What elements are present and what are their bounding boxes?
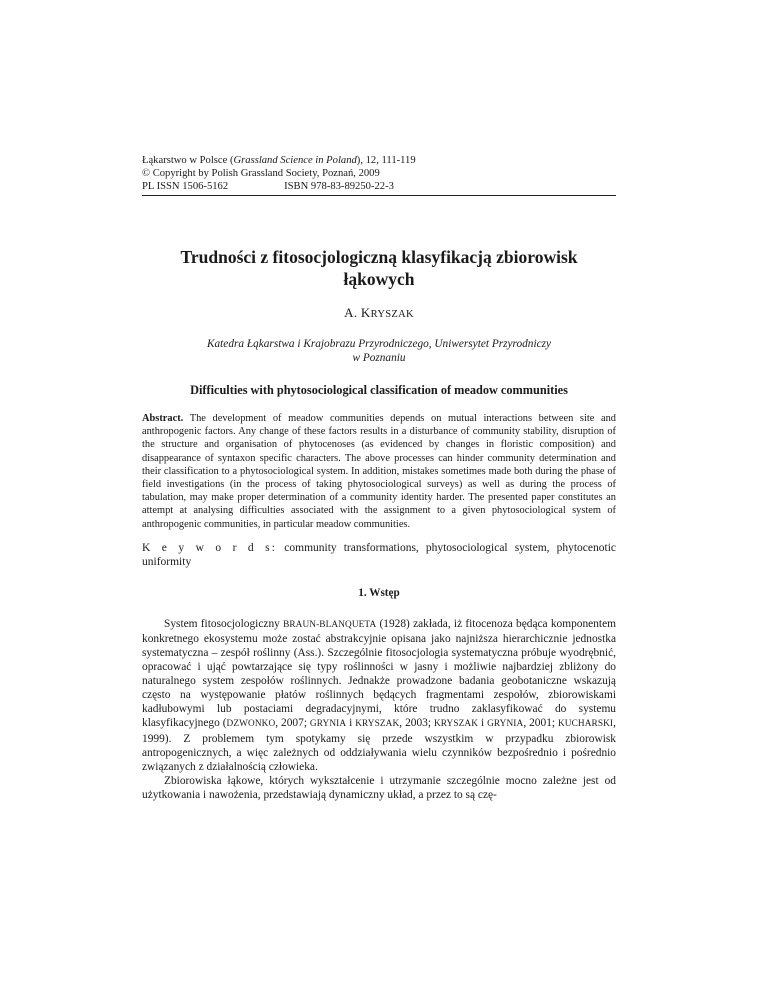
citation-author: BRAUN-BLANQUETA [283,619,377,630]
issn: PL ISSN 1506-5162 [142,181,229,192]
copyright-line: © Copyright by Polish Grassland Society, Poznań, 2009 [142,168,380,179]
header-rule [142,195,616,196]
article-title: Trudności z fitosocjologiczną klasyfikacją zbiorowisk łąkowych [180,247,578,289]
keywords-text: community transformations, phytosociological system, phytocenotic uniformity [142,541,616,568]
abstract-label: Abstract. [142,413,184,424]
citation-author: KRYSZAK [433,719,479,730]
article-page [142,154,616,802]
citation-author: DZWONKO [226,719,276,730]
journal-name-english: Grassland Science in Poland [233,155,357,166]
english-title: Difficulties with phytosociological classification of meadow communities [190,383,568,397]
keywords-label: K e y w o r d s: [142,541,278,554]
issn-isbn-row [142,180,616,193]
citation-author: KUCHARSKI [557,719,614,730]
keywords [142,541,616,569]
isbn: ISBN 978-83-89250-22-3 [284,181,394,192]
paragraph-1: System fitosocjologiczny BRAUN-BLANQUETA (1928) zakłada, iż fitocenoza będąca komponentem konkretnego ekosystemu może zostać abstrakcyjnie opisana jako najniższa hierarchicznie jednostka systematyczna – zespół roślinny (Ass.). Szczególnie fitosocjologia systematyczna próbuje wyodrębnić, opracować i ująć powtarzające się typy roślinności w jasny i możliwie najbardziej zbliżony do naturalnego system zespołów roślinnych. Jednakże prowadzone badania geobotaniczne wskazują często na występowanie płatów roślinnych będących fragmentami zespołów, zbiorowiskami kadłubowymi lub postaciami degradacyjnymi, które trudno zaklasyfikować do systemu klasyfikacyjnego (DZWONKO, 2007; GRYNIA i KRYSZAK, 2003; KRYSZAK i GRYNIA, 2001; KUCHARSKI, 1999). Z problemem tym spotykamy się przede wszystkim w przypadku zbiorowisk antropogenicznych, a więc zależnych od oddziaływania wielu czynników bezpośrednio i pośrednio związanych z działalnością człowieka. [142,617,616,773]
paragraph-2: Zbiorowiska łąkowe, których wykształcenie i utrzymanie szczególnie mocno zależne jest od użytkowania i nawożenia, przedstawiają dynamiczny układ, a przez to są czę- [142,774,616,801]
citation-author: GRYNIA [309,719,347,730]
citation-author: GRYNIA [487,719,524,730]
affiliation: Katedra Łąkarstwa i Krajobrazu Przyrodniczego, Uniwersytet Przyrodniczy w Poznaniu [206,338,552,364]
abstract-text: The development of meadow communities depends on mutual interactions between site and anthropogenic factors. Any change of these factors results in a disturbance of community stability, disruption of the structure and organisation of phytocenoses (as evidenced by changes in floristic composition) and disappearance of syntaxon specific characters. The above processes can hinder community determination and their classification to a phytosociological system. In addition, mistakes sometimes made both during the phase of field investigations (in the process of taking phytosociological surveys) as well as during the process of tabulation, may make proper determination of a community identity harder. The presented paper constitutes an attempt at analysing difficulties associated with the assignment to a given phytosociological system of anthropogenic communities, in particular meadow communities. [142,413,616,530]
journal-citation: Łąkarstwo w Polsce (Grassland Science in Poland), 12, 111-119 [142,155,416,166]
citation-author: KRYSZAK [355,719,400,730]
author: A. KRYSZAK [344,305,414,320]
abstract [142,412,616,531]
section-heading: 1. Wstęp [358,586,400,599]
body-text [142,617,616,802]
journal-header [142,154,616,196]
